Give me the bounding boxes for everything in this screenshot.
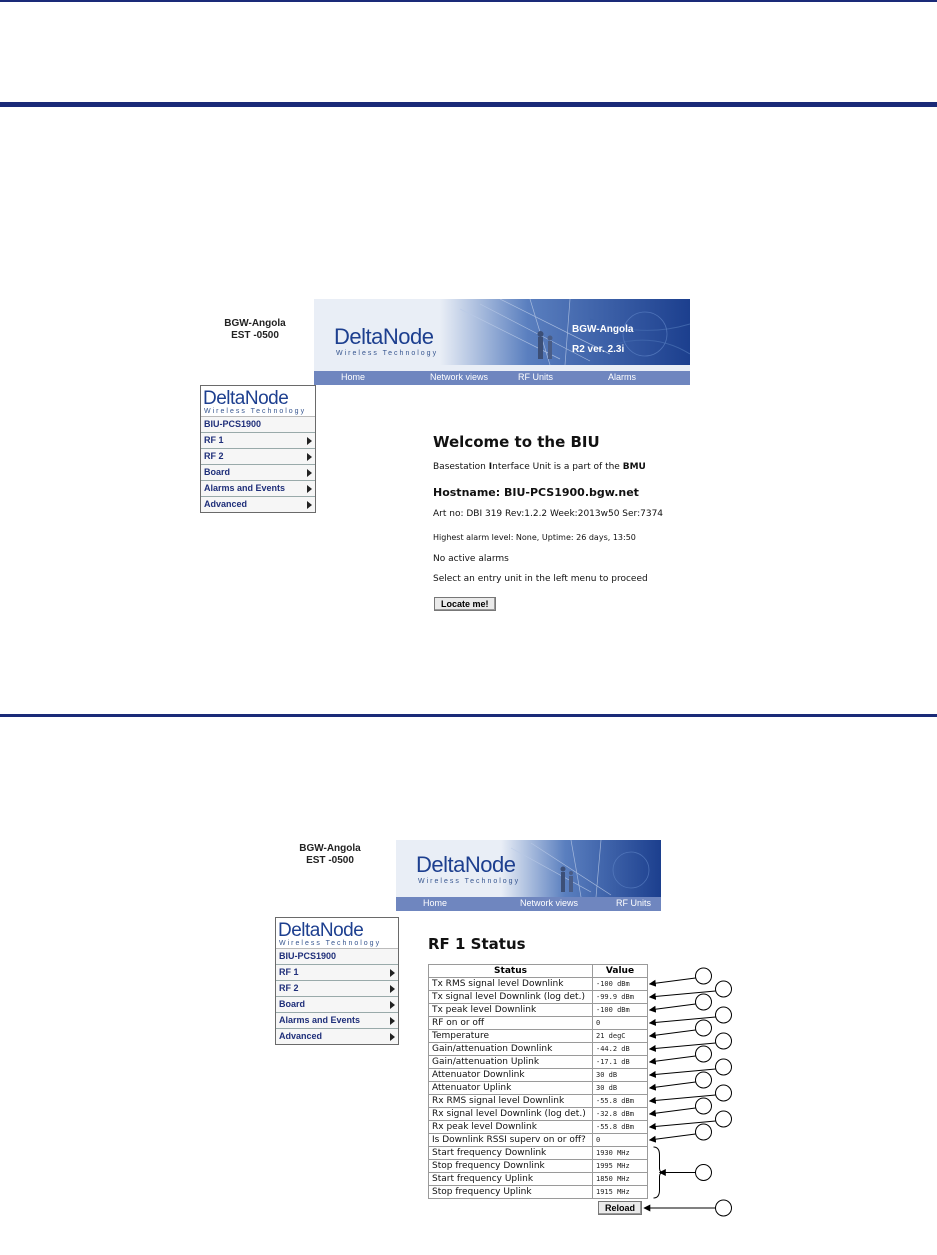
callout-circle (716, 1200, 732, 1216)
nav-rf-units[interactable]: RF Units (518, 372, 554, 382)
status-value: 1915 MHz (593, 1186, 648, 1199)
banner-logo-tagline: Wireless Technology (418, 878, 521, 885)
status-label: Stop frequency Downlink (429, 1160, 593, 1173)
status-value: -32.8 dBm (593, 1108, 648, 1121)
callout-circle (696, 1124, 712, 1140)
status-label: Temperature (429, 1030, 593, 1043)
welcome-title: Welcome to the BIU (433, 433, 600, 451)
menu-item-label: RF 1 (279, 967, 299, 977)
status-label: Tx peak level Downlink (429, 1004, 593, 1017)
intro-mid: nterface Unit is a part of the (492, 462, 623, 472)
callout-circle (716, 1033, 732, 1049)
callout-circle (716, 1085, 732, 1101)
callout-circle (696, 1020, 712, 1036)
status-value: -100 dBm (593, 1004, 648, 1017)
status-label: Start frequency Downlink (429, 1147, 593, 1160)
nav-alarms[interactable]: Alarms (608, 372, 637, 382)
menu-item-label: Board (279, 999, 306, 1009)
col-status-header: Status (429, 965, 593, 978)
callout-circle (716, 1111, 732, 1127)
menu-item-label: Board (204, 467, 231, 477)
banner-logo: DeltaNode (334, 324, 434, 349)
callout-arrow (650, 1134, 696, 1140)
status-value: -55.8 dBm (593, 1121, 648, 1134)
nav-home[interactable]: Home (341, 372, 366, 382)
banner-logo-tagline: Wireless Technology (336, 350, 439, 357)
status-label: Gain/attenuation Downlink (429, 1043, 593, 1056)
callout-circle (696, 1046, 712, 1062)
status-label: Tx signal level Downlink (log det.) (429, 991, 593, 1004)
callout-arrow (650, 1082, 696, 1088)
callout-arrow (650, 1056, 696, 1062)
callout-circle (716, 1059, 732, 1075)
site-name: BGW-Angola (224, 318, 286, 329)
status-label: Stop frequency Uplink (429, 1186, 593, 1199)
rf-status-title: RF 1 Status (428, 935, 526, 953)
status-value: 0 (593, 1134, 648, 1147)
locate-me-button[interactable]: Locate me! (434, 597, 496, 611)
select-hint: Select an entry unit in the left menu to proceed (433, 574, 648, 584)
status-value: 30 dB (593, 1069, 648, 1082)
status-label: Start frequency Uplink (429, 1173, 593, 1186)
status-label: Rx RMS signal level Downlink (429, 1095, 593, 1108)
menu-item-label: BIU-PCS1900 (279, 951, 337, 961)
callout-circle (696, 1098, 712, 1114)
menu-item-label: RF 2 (279, 983, 299, 993)
status-value: 1930 MHz (593, 1147, 648, 1160)
intro-bmu: BMU (622, 462, 646, 472)
callout-arrow (650, 1108, 696, 1114)
intro-letter-i: I (488, 462, 493, 472)
callout-arrow (650, 1004, 696, 1010)
status-label: Rx peak level Downlink (429, 1121, 593, 1134)
status-value: 0 (593, 1017, 648, 1030)
status-label: RF on or off (429, 1017, 593, 1030)
menu-item-label: Advanced (279, 1031, 323, 1041)
callout-circle (696, 994, 712, 1010)
status-value: 21 degC (593, 1030, 648, 1043)
menu-item-label: RF 2 (204, 451, 224, 461)
art-number: Art no: DBI 319 Rev:1.2.2 Week:2013w50 Ser:7374 (433, 509, 664, 519)
status-label: Gain/attenuation Uplink (429, 1056, 593, 1069)
menu-logo-tagline: Wireless Technology (204, 408, 307, 415)
nav-rf-units[interactable]: RF Units (616, 898, 652, 908)
callout-arrow (650, 978, 696, 984)
callout-circle (696, 1072, 712, 1088)
intro-prefix: Basestation (433, 462, 489, 472)
status-value: -17.1 dB (593, 1056, 648, 1069)
status-value: 30 dB (593, 1082, 648, 1095)
nav-network-views[interactable]: Network views (520, 898, 579, 908)
status-value: 1850 MHz (593, 1173, 648, 1186)
status-label: Rx signal level Downlink (log det.) (429, 1108, 593, 1121)
status-value: 1995 MHz (593, 1160, 648, 1173)
banner-logo: DeltaNode (416, 852, 516, 877)
callout-circle (716, 981, 732, 997)
menu-item-label: Advanced (204, 499, 248, 509)
menu-item-label: RF 1 (204, 435, 224, 445)
col-value-header: Value (593, 965, 648, 978)
menu-item-label: Alarms and Events (279, 1015, 361, 1025)
menu-item-label: BIU-PCS1900 (204, 419, 262, 429)
site-timezone: EST -0500 (231, 330, 279, 341)
site-name: BGW-Angola (299, 843, 361, 854)
nav-home[interactable]: Home (423, 898, 448, 908)
status-label: Is Downlink RSSI superv on or off? (429, 1134, 593, 1147)
callout-circle (716, 1007, 732, 1023)
banner-site-name: BGW-Angola (572, 324, 634, 335)
no-active-alarms: No active alarms (433, 554, 509, 564)
callout-circle (696, 968, 712, 984)
site-timezone: EST -0500 (306, 855, 354, 866)
status-value: -44.2 dB (593, 1043, 648, 1056)
status-label: Attenuator Uplink (429, 1082, 593, 1095)
menu-item-label: Alarms and Events (204, 483, 286, 493)
banner-version: R2 ver. 2.3i (572, 344, 625, 355)
menu-logo-text: DeltaNode (278, 920, 364, 941)
nav-network-views[interactable]: Network views (430, 372, 489, 382)
status-label: Attenuator Downlink (429, 1069, 593, 1082)
status-value: -99.9 dBm (593, 991, 648, 1004)
hostname: Hostname: BIU-PCS1900.bgw.net (433, 486, 639, 499)
menu-logo-text: DeltaNode (203, 388, 289, 409)
reload-button[interactable]: Reload (598, 1201, 642, 1215)
status-label: Tx RMS signal level Downlink (429, 978, 593, 991)
menu-logo-tagline: Wireless Technology (279, 940, 382, 947)
status-value: -100 dBm (593, 978, 648, 991)
status-value: -55.8 dBm (593, 1095, 648, 1108)
callout-circle (696, 1165, 712, 1181)
alarm-uptime: Highest alarm level: None, Uptime: 26 days, 13:50 (433, 533, 636, 542)
callout-arrow (650, 1030, 696, 1036)
